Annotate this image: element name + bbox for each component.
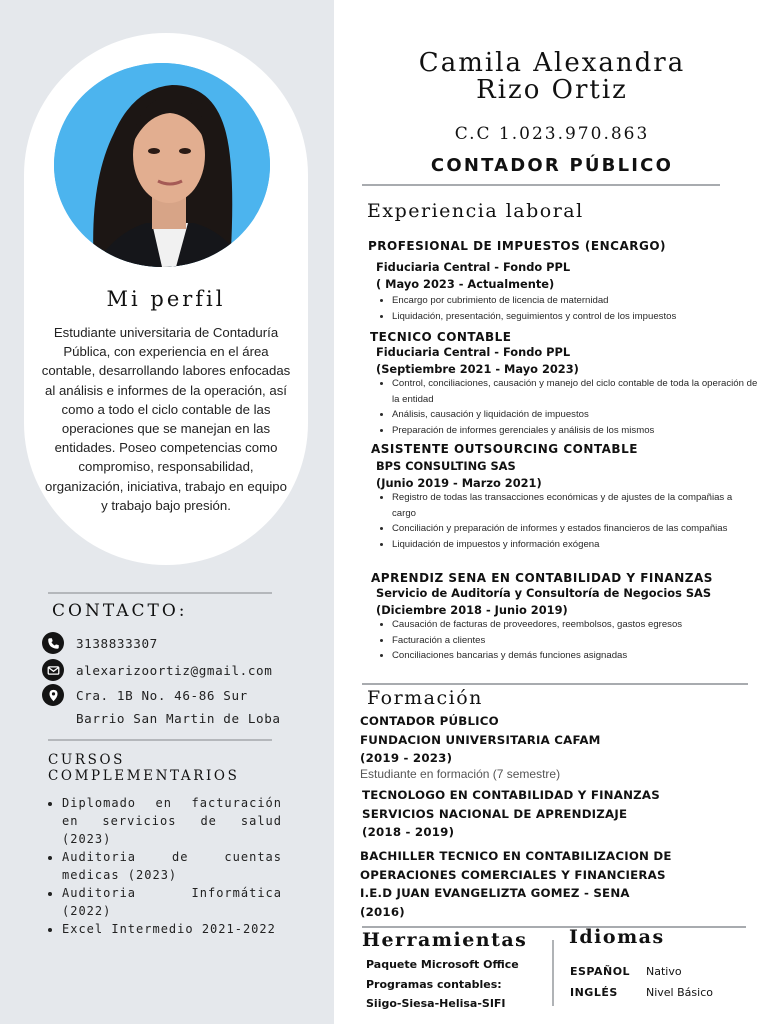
- profile-title: Mi perfil: [106, 287, 226, 311]
- education-period: (2016): [360, 905, 405, 920]
- job-bullet: • Preparación de informes gerenciales y análisis de los mismos: [392, 423, 758, 439]
- course-item: • Diplomado en facturación en servicios de salud (2023): [62, 794, 282, 848]
- education-item: [360, 847, 672, 922]
- name-line2: Rizo Ortiz: [476, 75, 628, 105]
- job-title: TECNICO CONTABLE: [370, 330, 512, 344]
- job-company: Servicio de Auditoría y Consultoría de Negocios SAS: [376, 586, 712, 600]
- courses-list: [48, 794, 282, 938]
- profile-description: Estudiante universitaria de Contaduría Pública, con experiencia en el área contable, desarrollando labores enfocadas al análisis e informes de la operación, así como a todo el ciclo contable de las operaciones que se manejan en las entidades. Poseo competencias como compromiso, responsabilidad, organización, iniciativa, trabajo en equipo y trabajo bajo presión.: [41, 325, 291, 513]
- courses-title: [48, 752, 239, 784]
- courses-title-line2: COMPLEMENTARIOS: [48, 768, 240, 784]
- name-line1: Camila Alexandra: [418, 48, 686, 78]
- job-bullet: • Causación de facturas de proveedores, reembolsos, gastos egresos: [392, 617, 758, 633]
- job-bullet: • Liquidación de impuestos y información exógena: [392, 537, 758, 553]
- tool-item: Siigo-Siesa-Helisa-SIFI: [366, 997, 506, 1010]
- job-bullet: • Control, conciliaciones, causación y manejo del ciclo contable de toda la operación de la entidad: [392, 376, 758, 407]
- language-row: [570, 986, 713, 999]
- job-title: PROFESIONAL DE IMPUESTOS (ENCARGO): [368, 239, 667, 253]
- language-level: Nativo: [646, 965, 682, 978]
- education-institution: SERVICIOS NACIONAL DE APRENDIZAJE: [362, 806, 628, 821]
- job-period: (Septiembre 2021 - Mayo 2023): [376, 362, 579, 376]
- education-degree: BACHILLER TECNICO EN CONTABILIZACION DE: [360, 849, 672, 863]
- contact-address: [76, 684, 281, 730]
- tool-item: Paquete Microsoft Office: [366, 958, 519, 971]
- tools-languages-separator: [552, 940, 554, 1006]
- tools-list: [366, 955, 519, 1014]
- profile-photo: [54, 63, 270, 267]
- contact-address-line1: Cra. 1B No. 46-86 Sur: [76, 688, 248, 703]
- job-period: (Junio 2019 - Marzo 2021): [376, 476, 542, 490]
- education-institution: I.E.D JUAN EVANGELIZTA GOMEZ - SENA: [360, 886, 630, 901]
- experience-title: Experiencia laboral: [367, 200, 584, 222]
- job-company: Fiduciaria Central - Fondo PPL: [376, 345, 571, 359]
- job-title: ASISTENTE OUTSOURCING CONTABLE: [371, 442, 638, 456]
- job-bullet: • Análisis, causación y liquidación de impuestos: [392, 407, 758, 423]
- language-name: ESPAÑOL: [570, 965, 631, 978]
- education-item: [362, 786, 660, 842]
- language-row: [570, 965, 682, 978]
- tool-item: Programas contables:: [366, 977, 502, 991]
- education-period: (2018 - 2019): [362, 825, 455, 840]
- header-divider: [362, 184, 720, 186]
- language-level: Nivel Básico: [646, 986, 713, 999]
- education-degree: TECNOLOGO EN CONTABILIDAD Y FINANZAS: [362, 788, 660, 802]
- job-bullet: • Liquidación, presentación, seguimientos y control de los impuestos: [392, 309, 758, 325]
- education-item: [360, 712, 601, 768]
- language-name: INGLÉS: [570, 986, 618, 999]
- location-pin-icon: [42, 684, 64, 706]
- education-note: Estudiante en formación (7 semestre): [360, 767, 561, 781]
- languages-title: Idiomas: [569, 926, 665, 948]
- job-bullet: • Registro de todas las transacciones económicas y de ajustes de la compañias a cargo: [392, 490, 758, 521]
- job-company: Fiduciaria Central - Fondo PPL: [376, 260, 571, 274]
- contact-email[interactable]: alexarizoortiz@gmail.com: [76, 663, 273, 678]
- education-divider: [362, 926, 746, 928]
- contact-phone: 3138833307: [76, 636, 158, 651]
- job-role: CONTADOR PÚBLICO: [430, 155, 674, 176]
- education-degree: CONTADOR PÚBLICO: [360, 714, 499, 728]
- job-bullets: [378, 376, 758, 438]
- phone-icon: [42, 632, 64, 654]
- contact-address-line2: Barrio San Martin de Loba: [76, 711, 281, 726]
- id-number: C.C 1.023.970.863: [454, 124, 650, 144]
- education-title: Formación: [367, 687, 483, 709]
- education-degree-cont: OPERACIONES COMERCIALES Y FINANCIERAS: [360, 867, 666, 882]
- job-bullet: • Conciliaciones bancarias y demás funciones asignadas: [392, 648, 758, 664]
- education-period: (2019 - 2023): [360, 751, 453, 766]
- contact-address-row: [42, 684, 281, 730]
- job-period: (Diciembre 2018 - Junio 2019): [376, 603, 568, 617]
- job-period: ( Mayo 2023 - Actualmente): [376, 277, 555, 291]
- contact-title: CONTACTO:: [52, 601, 188, 621]
- job-bullets: [378, 617, 758, 664]
- job-bullets: [378, 490, 758, 552]
- courses-divider: [48, 739, 272, 741]
- job-company: BPS CONSULTING SAS: [376, 459, 516, 473]
- experience-divider: [362, 683, 748, 685]
- education-institution: FUNDACION UNIVERSITARIA CAFAM: [360, 732, 601, 747]
- courses-title-line1: CURSOS: [48, 752, 126, 768]
- contact-phone-row: [42, 632, 158, 655]
- job-title: APRENDIZ SENA EN CONTABILIDAD Y FINANZAS: [371, 571, 713, 585]
- full-name: [336, 50, 768, 104]
- tools-title: Herramientas: [362, 929, 528, 951]
- contact-email-row: [42, 659, 272, 682]
- job-bullets: [378, 293, 758, 324]
- course-item: • Auditoria de cuentas medicas (2023): [62, 848, 282, 884]
- job-bullet: • Conciliación y preparación de informes y estados financieros de las compañias: [392, 521, 758, 537]
- email-icon: [42, 659, 64, 681]
- course-item: • Excel Intermedio 2021-2022: [62, 920, 282, 938]
- job-bullet: • Encargo por cubrimiento de licencia de maternidad: [392, 293, 758, 309]
- contact-divider: [48, 592, 272, 594]
- job-bullet: • Facturación a clientes: [392, 633, 758, 649]
- course-item: • Auditoria Informática (2022): [62, 884, 282, 920]
